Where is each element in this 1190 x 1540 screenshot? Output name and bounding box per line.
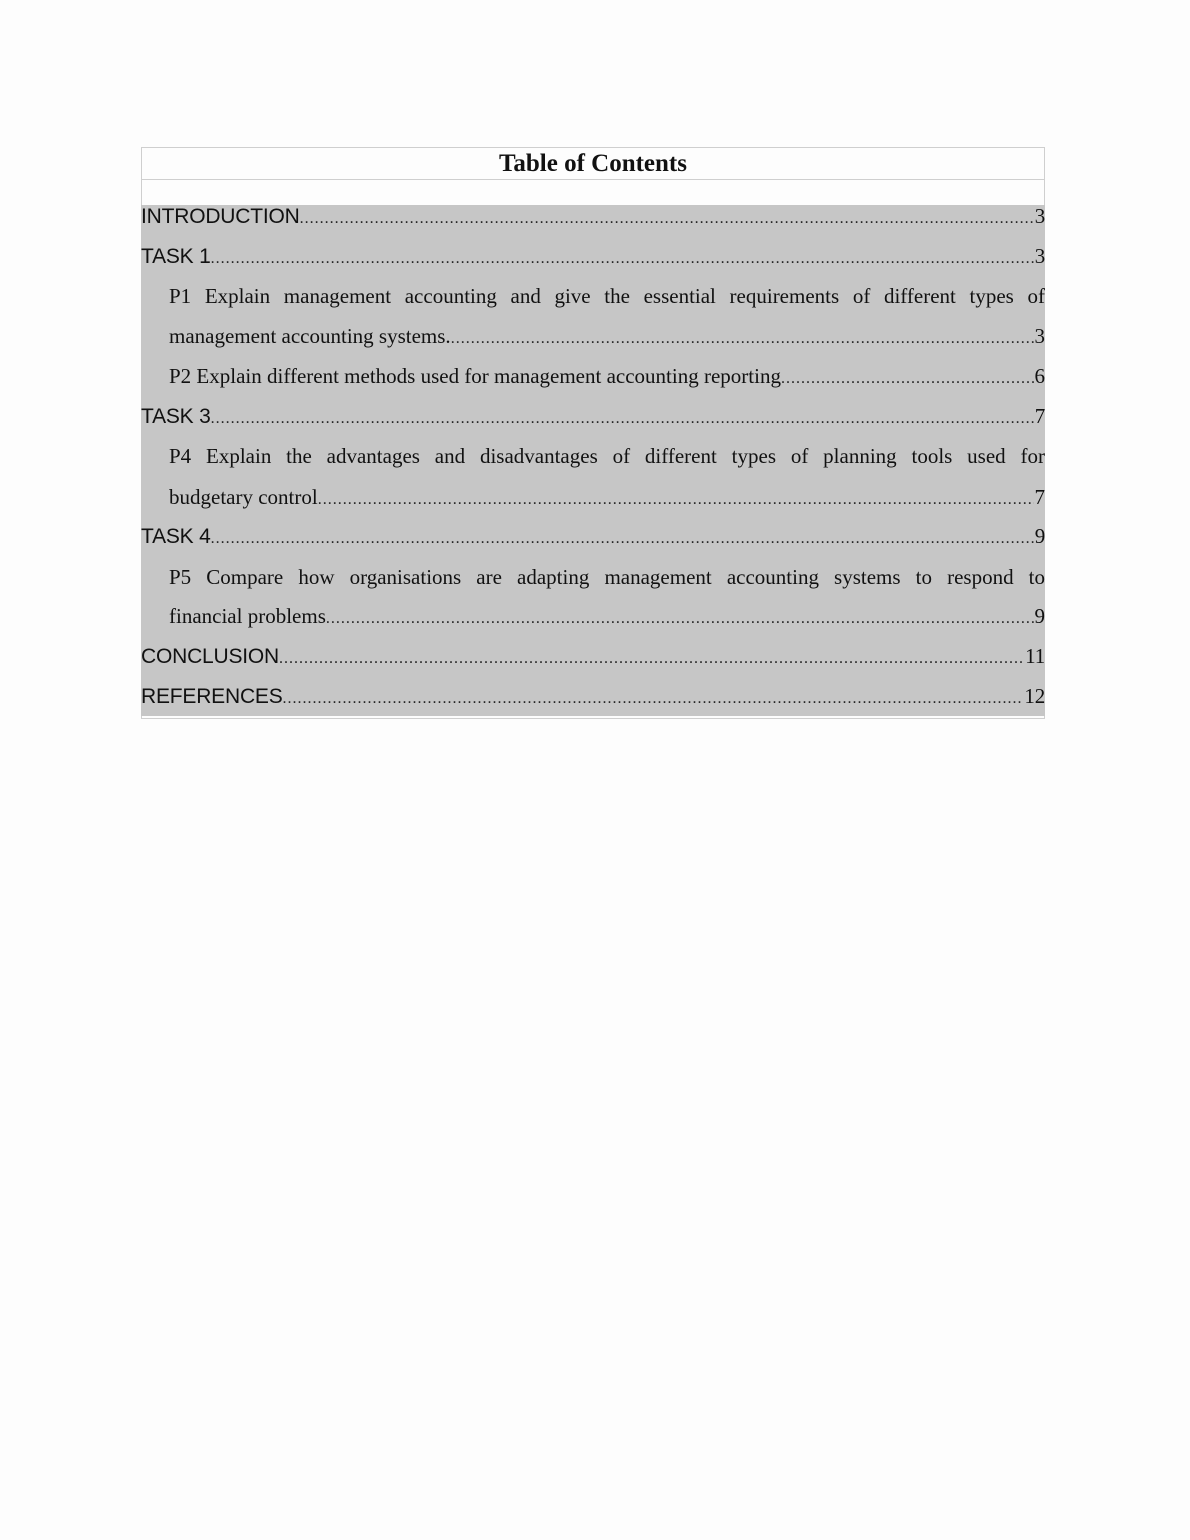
toc-entry-page: 7 — [1034, 404, 1045, 428]
dot-leader — [300, 210, 1034, 228]
dot-leader — [451, 330, 1034, 348]
toc-entry-p2[interactable] — [169, 364, 1045, 394]
toc-entry-page: 9 — [1034, 524, 1045, 548]
toc-entry-p5[interactable] — [169, 604, 1045, 634]
toc-entry-page: 11 — [1025, 644, 1045, 668]
toc-entry-p1-line1[interactable] — [169, 284, 1045, 314]
toc-entry-task-1[interactable] — [141, 244, 1045, 274]
toc-entry-p4[interactable] — [169, 485, 1045, 515]
toc-entry-page: 6 — [1034, 364, 1045, 388]
toc-entry-task-4[interactable] — [141, 524, 1045, 554]
dot-leader — [211, 530, 1034, 548]
toc-entry-label: budgetary control — [169, 485, 318, 509]
toc-entry-label: financial problems — [169, 604, 326, 628]
toc-entry-page: 7 — [1034, 485, 1045, 509]
toc-entry-label: REFERENCES — [141, 685, 283, 708]
toc-entry-page: 3 — [1034, 204, 1045, 228]
toc-entry-task-3[interactable] — [141, 404, 1045, 434]
toc-entry-label: TASK 4 — [141, 525, 211, 548]
toc-entry-page: 12 — [1024, 684, 1045, 708]
dot-leader — [211, 250, 1034, 268]
toc-entry-references[interactable] — [141, 684, 1045, 714]
toc-entry-introduction[interactable] — [141, 204, 1045, 234]
dot-leader — [279, 650, 1024, 668]
toc-entry-label: P4 Explain the advantages and disadvantages of different types of planning tools used for — [169, 444, 1045, 468]
toc-entry-label: TASK 1 — [141, 245, 211, 268]
toc-entry-conclusion[interactable] — [141, 644, 1045, 674]
toc-entry-page: 3 — [1034, 324, 1045, 348]
dot-leader — [283, 690, 1024, 708]
toc-entry-p5-line1[interactable] — [169, 565, 1045, 595]
dot-leader — [211, 410, 1034, 428]
toc-entry-label: P1 Explain management accounting and give the essential requirements of different types of — [169, 284, 1045, 308]
toc-entry-label: INTRODUCTION — [141, 205, 300, 228]
toc-entry-p1[interactable] — [169, 324, 1045, 354]
toc-title: Table of Contents — [141, 147, 1045, 180]
dot-leader — [781, 370, 1034, 388]
toc-entry-label: CONCLUSION — [141, 645, 280, 668]
toc-entry-page: 3 — [1034, 244, 1045, 268]
toc-entry-label: P2 Explain different methods used for management accounting reporting — [169, 364, 781, 388]
toc-entry-p4-line1[interactable] — [169, 444, 1045, 474]
toc-entry-page: 9 — [1034, 604, 1045, 628]
dot-leader — [326, 610, 1034, 628]
toc-entry-label: P5 Compare how organisations are adapting management accounting systems to respond to — [169, 565, 1045, 589]
dot-leader — [318, 491, 1034, 509]
toc-entry-label: management accounting systems. — [169, 324, 451, 348]
toc-entry-label: TASK 3 — [141, 405, 211, 428]
